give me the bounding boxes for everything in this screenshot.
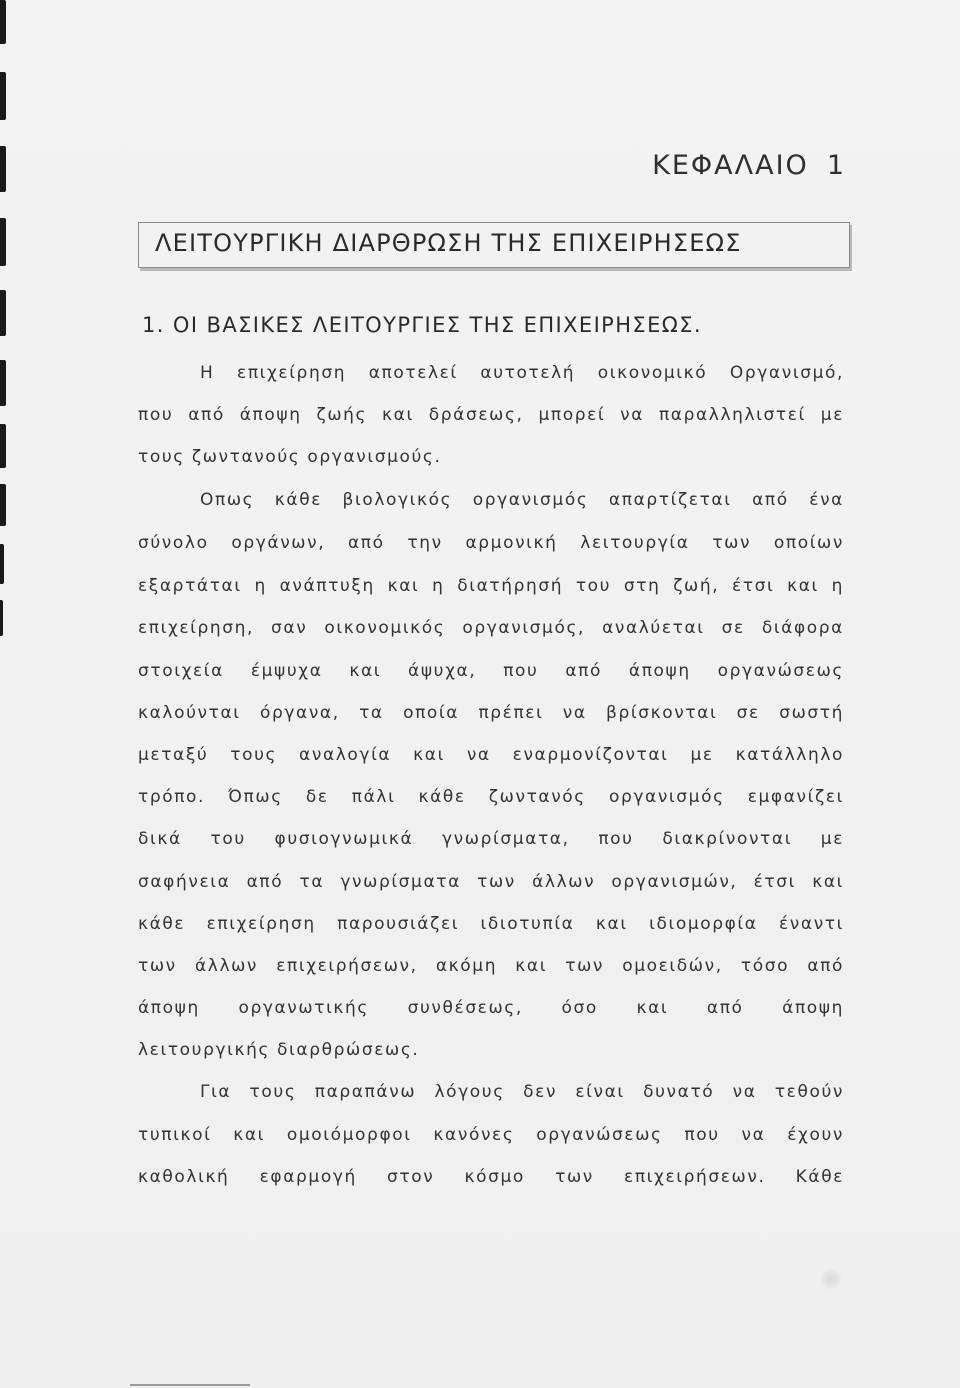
text-line: επιχείρηση, σαν οικονομικός οργανισμός, αναλύεται σε διάφορα: [138, 618, 844, 638]
binding-hole: [0, 72, 6, 120]
binding-hole: [0, 218, 6, 266]
paper-smudge: [820, 1268, 842, 1290]
text-line: που από άποψη ζωής και δράσεως, μπορεί να παραλληλιστεί με: [138, 405, 844, 425]
text-line: τρόπο. Όπως δε πάλι κάθε ζωντανός οργανισμός εμφανίζει: [138, 787, 844, 807]
text-line: άποψη οργανωτικής συνθέσεως, όσο και από άποψη: [138, 998, 844, 1018]
text-line: κάθε επιχείρηση παρουσιάζει ιδιοτυπία και ιδιομορφία έναντι: [138, 914, 844, 934]
binding-hole: [0, 484, 6, 526]
bottom-rule: [130, 1384, 250, 1386]
text-line: μεταξύ τους αναλογία και να εναρμονίζονται με κατάλληλο: [138, 745, 844, 765]
text-line: τυπικοί και ομοιόμορφοι κανόνες οργανώσεως που να έχουν: [138, 1125, 844, 1145]
text-line: σύνολο οργάνων, από την αρμονική λειτουργία των οποίων: [138, 533, 844, 553]
text-line: τους ζωντανούς οργανισμούς.: [138, 447, 442, 467]
binding-hole: [0, 600, 3, 636]
binding-hole: [0, 0, 6, 44]
binding-hole: [0, 146, 6, 192]
binding-hole: [0, 424, 6, 468]
text-line: Η επιχείρηση αποτελεί αυτοτελή οικονομικό Οργανισμό,: [200, 363, 844, 383]
text-line: των άλλων επιχειρήσεων, ακόμη και των ομοειδών, τόσο από: [138, 956, 844, 976]
section-heading: 1. ΟΙ ΒΑΣΙΚΕΣ ΛΕΙΤΟΥΡΓΙΕΣ ΤΗΣ ΕΠΙΧΕΙΡΗΣΕΩΣ.: [142, 313, 702, 337]
text-line: στοιχεία έμψυχα και άψυχα, που από άποψη οργανώσεως: [138, 661, 844, 681]
text-line: Για τους παραπάνω λόγους δεν είναι δυνατό να τεθούν: [200, 1082, 844, 1102]
chapter-label: ΚΕΦΑΛΑΙΟ: [652, 150, 809, 181]
text-line: καθολική εφαρμογή στον κόσμο των επιχειρήσεων. Κάθε: [138, 1167, 844, 1187]
binding-hole: [0, 360, 6, 406]
text-line: εξαρτάται η ανάπτυξη και η διατήρησή του στη ζωή, έτσι και η: [138, 576, 844, 596]
chapter-title: ΛΕΙΤΟΥΡΓΙΚΗ ΔΙΑΡΘΡΩΣΗ ΤΗΣ ΕΠΙΧΕΙΡΗΣΕΩΣ: [155, 229, 742, 257]
text-line: σαφήνεια από τα γνωρίσματα των άλλων οργανισμών, έτσι και: [138, 872, 844, 892]
text-line: Οπως κάθε βιολογικός οργανισμός απαρτίζεται από ένα: [200, 490, 844, 510]
chapter-title-box: [138, 222, 850, 268]
chapter-number: 1: [826, 150, 846, 181]
text-line: καλούνται όργανα, τα οποία πρέπει να βρίσκονται σε σωστή: [138, 703, 844, 723]
text-line: λειτουργικής διαρθρώσεως.: [138, 1040, 420, 1060]
text-line: δικά του φυσιογνωμικά γνωρίσματα, που διακρίνονται με: [138, 829, 844, 849]
chapter-heading: [652, 150, 846, 181]
binding-hole: [0, 290, 6, 336]
binding-hole: [0, 544, 4, 584]
